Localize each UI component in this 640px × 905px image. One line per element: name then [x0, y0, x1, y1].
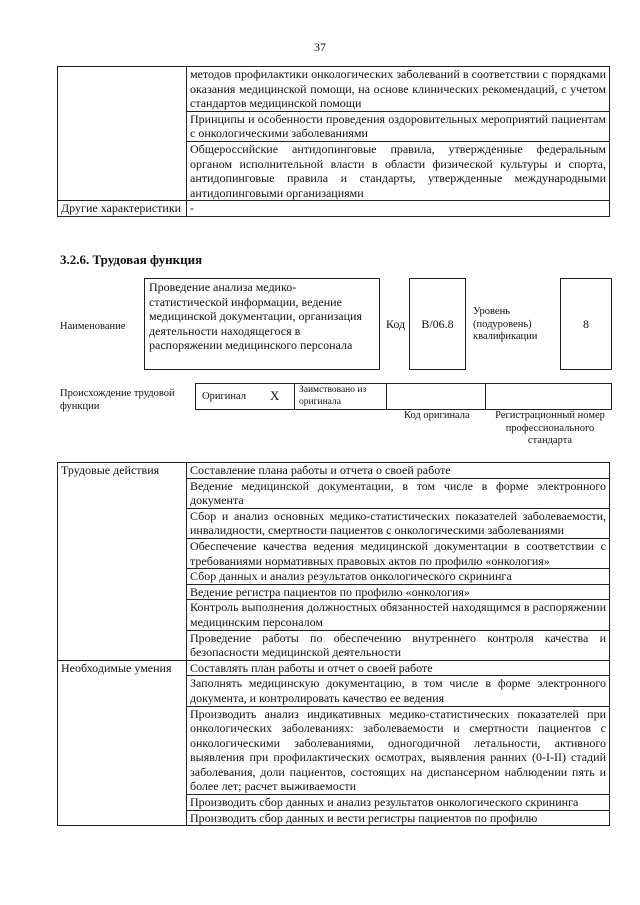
code-label: Код	[386, 317, 406, 331]
table-cell: методов профилактики онкологических заболеваний в соответствии с порядками оказания медицинской помощи, на основе клинических рекомендаций, с учетом стандартов медицинской помощи	[187, 67, 610, 112]
table-cell: Производить сбор данных и анализ результатов онкологического скрининга	[187, 795, 610, 811]
table-cell: Проведение работы по обеспечению внутреннего контроля качества и безопасности медицинской деятельности	[187, 630, 610, 660]
level-value: 8	[583, 316, 589, 331]
reg-number-box	[485, 383, 612, 410]
other-characteristics-label: Другие характеристики	[58, 201, 187, 217]
table-cell: Общероссийские антидопинговые правила, утвержденные федеральным органом исполнительной власти в области физической культуры и спорта, антидопинговые правила и стандарты, утвержденные международными антидопинговыми организациями	[187, 141, 610, 200]
code-value: B/06.8	[421, 316, 454, 331]
labor-actions-label: Трудовые действия	[58, 463, 187, 661]
table-cell: Ведение регистра пациентов по профилю «онкология»	[187, 584, 610, 600]
labor-function-table	[57, 462, 610, 826]
borrowed-label: Заимствовано из оригинала	[299, 385, 367, 407]
origin-label: Происхождение трудовой функции	[60, 388, 175, 412]
function-name-value: Проведение анализа медико-статистической информации, ведение медицинской документации, организация деятельности находящегося в распоряжении медицинского персонала	[149, 280, 362, 353]
name-label: Наименование	[60, 321, 126, 332]
reg-number-label: Регистрационный номер профессионального стандарта	[495, 410, 605, 446]
page-number: 37	[314, 40, 326, 54]
table-cell: Обеспечение качества ведения медицинской документации в соответствии с требованиями нормативных правовых актов по профилю «онкология»	[187, 538, 610, 568]
table-cell: Сбор данных и анализ результатов онкологического скрининга	[187, 569, 610, 585]
function-name-box	[144, 278, 380, 370]
table-cell: Составлять план работы и отчет о своей работе	[187, 660, 610, 676]
code-box	[409, 278, 466, 370]
table-cell: Производить сбор данных и вести регистры пациентов по профилю	[187, 810, 610, 826]
table-row	[58, 201, 610, 217]
table-row	[58, 660, 610, 676]
required-skills-label: Необходимые умения	[58, 660, 187, 826]
table-cell: Сбор и анализ основных медико-статистических показателей заболеваемости, инвалидности, смертности пациентов с онкологическими заболеваниями	[187, 508, 610, 538]
original-box	[195, 383, 295, 410]
level-label: Уровень (подуровень) квалификации	[473, 306, 538, 342]
table-cell: Составление плана работы и отчета о своей работе	[187, 463, 610, 479]
original-label: Оригинал	[202, 391, 246, 402]
original-mark: X	[270, 388, 280, 403]
code-original-box	[386, 383, 486, 410]
table-cell-left	[58, 67, 187, 201]
table-cell: -	[187, 201, 610, 217]
table-cell: Ведение медицинской документации, в том числе в форме электронного документа	[187, 478, 610, 508]
table-cell: Производить анализ индикативных медико-статистических показателей при онкологических заболеваниях: заболеваемости и смертности пациентов с онкологическими заболеваниями, одногодичной летальности, активного выявления при профилактических осмотрах, выявления ранних (0-I-II) стадий заболевания, доли пациентов, состоящих на диспансерном наблюдении пять и более лет; расчет выживаемости	[187, 706, 610, 795]
borrowed-box	[294, 383, 387, 410]
table-row	[58, 463, 610, 479]
section-heading: 3.2.6. Трудовая функция	[60, 252, 203, 267]
level-box	[560, 278, 612, 370]
table-cell: Заполнять медицинскую документацию, в том числе в форме электронного документа, и контролировать качество ее ведения	[187, 676, 610, 706]
table-cell: Принципы и особенности проведения оздоровительных мероприятий пациентам с онкологическими заболеваниями	[187, 111, 610, 141]
knowledge-table	[57, 66, 610, 217]
table-row	[58, 67, 610, 112]
code-original-label: Код оригинала	[404, 410, 470, 421]
table-cell: Контроль выполнения должностных обязанностей находящимся в распоряжении медицинским персоналом	[187, 600, 610, 630]
